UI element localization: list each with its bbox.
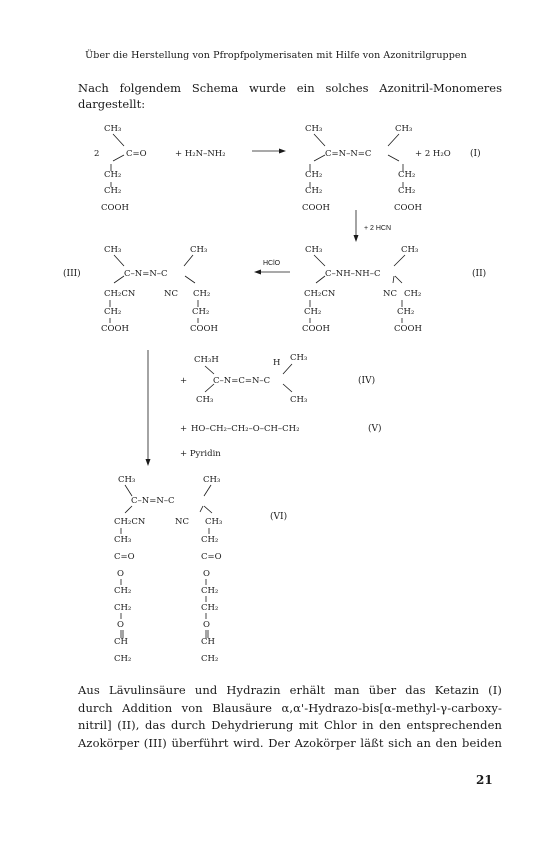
pyridine: + Pyridin	[180, 449, 221, 459]
paragraph-line: nitril] (II), das durch Dehydrierung mit Chlor in den entsprechenden	[78, 718, 502, 732]
page-number: 21	[476, 773, 493, 787]
VI-ch3-right-mid: CH₃	[205, 517, 223, 527]
paragraph-line: durch Addition von Blausäure α,α'-Hydrazo-bis[α-methyl-γ-carboxy-	[78, 700, 502, 715]
III-ch2-right-a: CH₂	[193, 289, 211, 299]
intro-text: Nach folgendem Schema wurde ein solches Azonitril-Monomeres dargestellt:	[78, 81, 502, 111]
label-V: (V)	[368, 424, 382, 434]
III-ch2-right-b: CH₂	[192, 307, 210, 317]
II-ch3-left: CH₃	[305, 245, 323, 255]
III-nc: NC	[164, 289, 178, 299]
VI-o-left-b: O	[117, 620, 124, 630]
II-cooh-left: COOH	[302, 324, 330, 334]
V-plus: +	[180, 424, 188, 434]
coefficient-2: 2	[94, 149, 100, 159]
hydrazine: + H₂N–NH₂	[175, 149, 226, 159]
hcn-reagent: + 2 HCN	[364, 225, 392, 232]
ketone-ch2-a: CH₂	[104, 170, 122, 180]
VI-ch2-right-c: CH₂	[201, 603, 219, 613]
VI-core: C–N=N–C	[131, 496, 175, 506]
III-ch2cn: CH₂CN	[104, 289, 136, 299]
III-ch2-left: CH₂	[104, 307, 122, 317]
I-ch3-right: CH₃	[395, 124, 413, 134]
VI-ch3-left-mid: CH₃	[114, 535, 132, 545]
IV-h: H	[273, 358, 281, 368]
III-cooh-right: COOH	[190, 324, 218, 334]
II-cooh-right: COOH	[394, 324, 422, 334]
arrowheads	[146, 149, 359, 467]
II-ch3-right: CH₃	[401, 245, 419, 255]
VI-ch2-left-vinyl: CH₂	[114, 654, 132, 664]
VI-ch-left: CH	[114, 637, 128, 647]
III-ch3-left: CH₃	[104, 245, 122, 255]
III-cooh-left: COOH	[101, 324, 129, 334]
II-nc: NC	[383, 289, 397, 299]
III-core: C–N=N–C	[124, 269, 168, 279]
VI-ch-right: CH	[201, 637, 215, 647]
VI-ch2-left-a: CH₂	[114, 586, 132, 596]
VI-ch2-right-b: CH₂	[201, 586, 219, 596]
ketone-carbonyl: C=O	[126, 149, 147, 159]
II-ch2cn: CH₂CN	[304, 289, 336, 299]
VI-ch2-right-vinyl: CH₂	[201, 654, 219, 664]
II-ch2-right-a: CH₂	[404, 289, 422, 299]
VI-ch2cn: CH₂CN	[114, 517, 146, 527]
II-core: C–NH–NH–C	[325, 269, 381, 279]
VI-o-right-a: O	[203, 569, 210, 579]
I-ch2-left-b: CH₂	[305, 186, 323, 196]
paragraph-line: Azokörper (III) überführt wird. Der Azokörper läßt sich an den beiden	[78, 735, 502, 750]
VI-carbonyl-right: C=O	[201, 552, 222, 562]
I-water: + 2 H₂O	[415, 149, 451, 159]
label-VI: (VI)	[270, 512, 288, 522]
label-III: (III)	[63, 269, 81, 279]
label-I: (I)	[470, 149, 481, 159]
label-IV: (IV)	[358, 376, 376, 386]
IV-ch3-right-top: CH₃	[290, 353, 308, 363]
ketone-cooh: COOH	[101, 203, 129, 213]
running-header: Über die Herstellung von Pfropfpolymerisaten mit Hilfe von Azonitrilgruppen	[85, 50, 467, 61]
hclo-reagent: HClO	[263, 260, 281, 267]
label-II: (II)	[472, 269, 487, 279]
IV-ch3-right-bottom: CH₃	[290, 395, 308, 405]
IV-ch3h: CH₃H	[194, 355, 219, 365]
II-ch2-right-b: CH₂	[397, 307, 415, 317]
I-ch2-right-a: CH₂	[398, 170, 416, 180]
VI-o-right-b: O	[203, 620, 210, 630]
paragraph-line: Aus Lävulinsäure und Hydrazin erhält man über das Ketazin (I)	[78, 683, 502, 697]
VI-ch3-right-top: CH₃	[203, 475, 221, 485]
I-core: C=N–N=C	[325, 149, 372, 159]
V-vinyl-ether: HO–CH₂–CH₂–O–CH–CH₂	[191, 424, 300, 434]
bonds	[110, 134, 405, 638]
VI-ch3-left-top: CH₃	[118, 475, 136, 485]
I-ch2-right-b: CH₂	[398, 186, 416, 196]
I-ch3-left: CH₃	[305, 124, 323, 134]
VI-ch2-right-a: CH₂	[201, 535, 219, 545]
IV-core: C–N=C=N–C	[213, 376, 271, 386]
VI-o-left-a: O	[117, 569, 124, 579]
IV-ch3-left-bottom: CH₃	[196, 395, 214, 405]
ketone-ch3: CH₃	[104, 124, 122, 134]
VI-nc: NC	[175, 517, 189, 527]
I-cooh-right: COOH	[394, 203, 422, 213]
VI-carbonyl-left: C=O	[114, 552, 135, 562]
I-cooh-left: COOH	[302, 203, 330, 213]
ketone-ch2-b: CH₂	[104, 186, 122, 196]
VI-ch2-left-b: CH₂	[114, 603, 132, 613]
body-paragraph	[78, 682, 502, 752]
I-ch2-left-a: CH₂	[305, 170, 323, 180]
IV-plus: +	[180, 376, 188, 386]
III-ch3-right: CH₃	[190, 245, 208, 255]
II-ch2-left: CH₂	[304, 307, 322, 317]
